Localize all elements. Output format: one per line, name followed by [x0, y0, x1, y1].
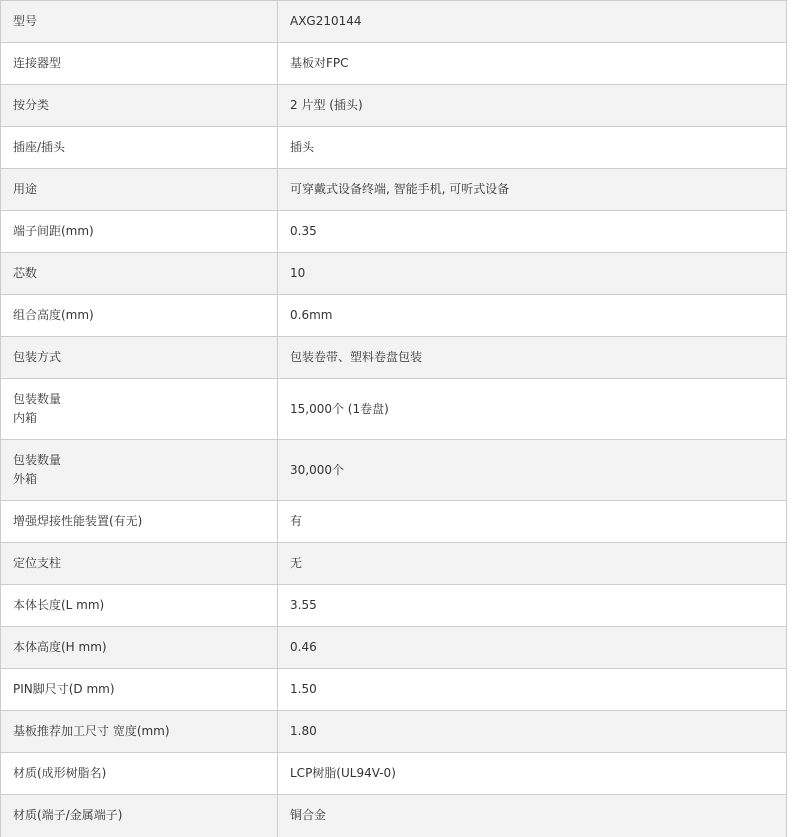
spec-row-category: [1, 85, 787, 127]
spec-label: 定位支柱: [1, 543, 278, 585]
spec-label: 基板推荐加工尺寸 宽度(mm): [1, 711, 278, 753]
spec-row-application: [1, 169, 787, 211]
spec-value: 15,000个 (1卷盘): [278, 379, 787, 440]
spec-label: [1, 440, 278, 501]
spec-row-pin-size: [1, 669, 787, 711]
spec-label-subline: 内箱: [13, 411, 38, 425]
spec-row-body-length: [1, 585, 787, 627]
spec-row-terminal-material: [1, 795, 787, 837]
spec-label: 组合高度(mm): [1, 295, 278, 337]
spec-label: 端子间距(mm): [1, 211, 278, 253]
spec-row-inner-quantity: [1, 379, 787, 440]
spec-label: 按分类: [1, 85, 278, 127]
spec-label: 材质(端子/金属端子): [1, 795, 278, 837]
spec-value: 0.35: [278, 211, 787, 253]
spec-value: 3.55: [278, 585, 787, 627]
spec-value: 1.80: [278, 711, 787, 753]
spec-row-pcb-width: [1, 711, 787, 753]
spec-label: 增强焊接性能装置(有无): [1, 501, 278, 543]
spec-row-socket-header: [1, 127, 787, 169]
spec-value: 30,000个: [278, 440, 787, 501]
spec-label: 本体高度(H mm): [1, 627, 278, 669]
spec-label: 包装方式: [1, 337, 278, 379]
spec-row-contacts: [1, 253, 787, 295]
spec-row-mated-height: [1, 295, 787, 337]
spec-row-packaging: [1, 337, 787, 379]
spec-label: 型号: [1, 1, 278, 43]
spec-row-model: [1, 1, 787, 43]
spec-row-outer-quantity: [1, 440, 787, 501]
spec-value: 可穿戴式设备终端, 智能手机, 可听式设备: [278, 169, 787, 211]
spec-row-resin-material: [1, 753, 787, 795]
spec-label: 材质(成形树脂名): [1, 753, 278, 795]
spec-row-pitch: [1, 211, 787, 253]
spec-value: AXG210144: [278, 1, 787, 43]
spec-row-body-height: [1, 627, 787, 669]
spec-label: 插座/插头: [1, 127, 278, 169]
spec-label-line: 包装数量: [13, 392, 62, 406]
spec-value: 0.6mm: [278, 295, 787, 337]
spec-value: 0.46: [278, 627, 787, 669]
spec-value: 无: [278, 543, 787, 585]
spec-value: 包装卷带、塑料卷盘包装: [278, 337, 787, 379]
spec-value: 有: [278, 501, 787, 543]
spec-row-connector-type: [1, 43, 787, 85]
spec-value: 铜合金: [278, 795, 787, 837]
spec-row-solder-tab: [1, 501, 787, 543]
spec-label: 连接器型: [1, 43, 278, 85]
spec-label-line: 包装数量: [13, 453, 62, 467]
spec-label: 本体长度(L mm): [1, 585, 278, 627]
spec-value: 2 片型 (插头): [278, 85, 787, 127]
spec-label: 芯数: [1, 253, 278, 295]
spec-value: 1.50: [278, 669, 787, 711]
spec-value: 插头: [278, 127, 787, 169]
spec-label-subline: 外箱: [13, 472, 38, 486]
spec-value: 10: [278, 253, 787, 295]
spec-label: PIN脚尺寸(D mm): [1, 669, 278, 711]
spec-value: 基板对FPC: [278, 43, 787, 85]
spec-value: LCP树脂(UL94V-0): [278, 753, 787, 795]
spec-row-positioning-boss: [1, 543, 787, 585]
spec-label: 用途: [1, 169, 278, 211]
spec-label: [1, 379, 278, 440]
